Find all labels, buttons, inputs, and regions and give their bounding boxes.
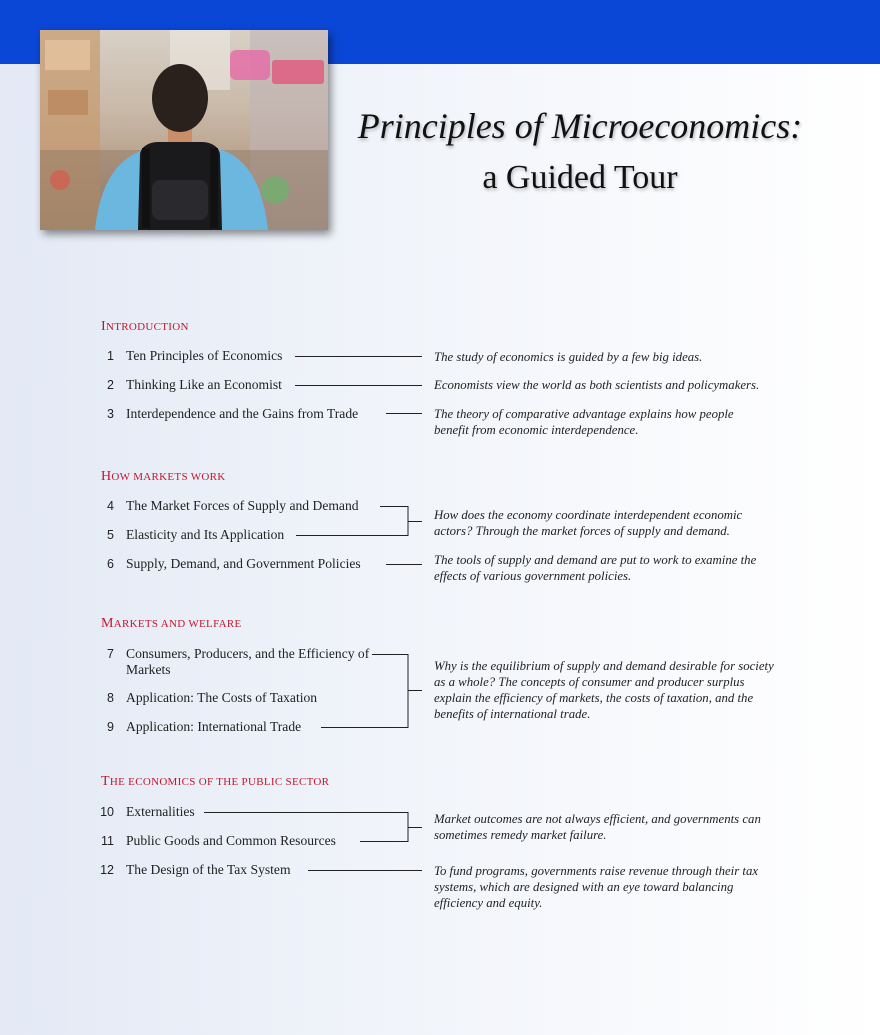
- chapter-number: 5: [107, 528, 114, 542]
- chapter-number: 12: [100, 863, 114, 877]
- chapter-number: 7: [107, 647, 114, 661]
- chapter-description: Why is the equilibrium of supply and demand desirable for society as a whole? The concepts of consumer and producer surplus explain the efficiency of markets, the costs of taxation, and the benefits of international trade.: [434, 659, 774, 721]
- chapter-description: Market outcomes are not always efficient, and governments can sometimes remedy market failure.: [434, 812, 761, 842]
- chapter-number: 10: [100, 805, 114, 819]
- chapter-description: Economists view the world as both scientists and policymakers.: [434, 378, 760, 392]
- chapter-description: The theory of comparative advantage explains how people benefit from economic interdependence.: [434, 407, 734, 437]
- section-heading-how-markets-work: HOW MARKETS WORK: [101, 469, 226, 484]
- section-heading-introduction: INTRODUCTION: [101, 319, 189, 334]
- chapter-description: To fund programs, governments raise revenue through their tax systems, which are designed with an eye toward balancing efficiency and equity.: [434, 864, 759, 910]
- chapter-number: 11: [101, 834, 114, 848]
- chapter-title: Thinking Like an Economist: [126, 377, 282, 392]
- chapter-number: 9: [107, 720, 114, 734]
- chapter-description: The study of economics is guided by a few big ideas.: [434, 350, 703, 364]
- chapter-description: How does the economy coordinate interdependent economic actors? Through the market forces of supply and demand.: [434, 508, 743, 538]
- chapter-title: Consumers, Producers, and the Efficiency of Markets: [126, 646, 370, 677]
- chapter-title: Elasticity and Its Application: [126, 527, 285, 542]
- page-title-line-2: a Guided Tour: [482, 159, 678, 196]
- chapter-number: 3: [107, 407, 114, 421]
- chapter-number: 1: [107, 349, 114, 363]
- chapter-title: The Design of the Tax System: [126, 862, 291, 877]
- chapter-title: Supply, Demand, and Government Policies: [126, 556, 361, 571]
- chapter-title: The Market Forces of Supply and Demand: [126, 498, 359, 513]
- chapter-number: 6: [107, 557, 114, 571]
- chapter-number: 8: [107, 691, 114, 705]
- chapter-title: Externalities: [126, 804, 195, 819]
- chapter-number: 4: [107, 499, 114, 513]
- chapter-title: Interdependence and the Gains from Trade: [126, 406, 359, 421]
- chapter-title: Application: The Costs of Taxation: [126, 690, 318, 705]
- chapter-description: The tools of supply and demand are put to work to examine the effects of various government policies.: [434, 553, 757, 583]
- chapter-title: Ten Principles of Economics: [126, 348, 283, 363]
- section-heading-markets-and-welfare: MARKETS AND WELFARE: [101, 616, 242, 631]
- chapter-title: Application: International Trade: [126, 719, 302, 734]
- page-title-line-1: Principles of Microeconomics:: [357, 106, 803, 146]
- chapter-title: Public Goods and Common Resources: [126, 833, 336, 848]
- chapter-number: 2: [107, 378, 114, 392]
- section-heading-economics-public-sector: THE ECONOMICS OF THE PUBLIC SECTOR: [101, 774, 330, 789]
